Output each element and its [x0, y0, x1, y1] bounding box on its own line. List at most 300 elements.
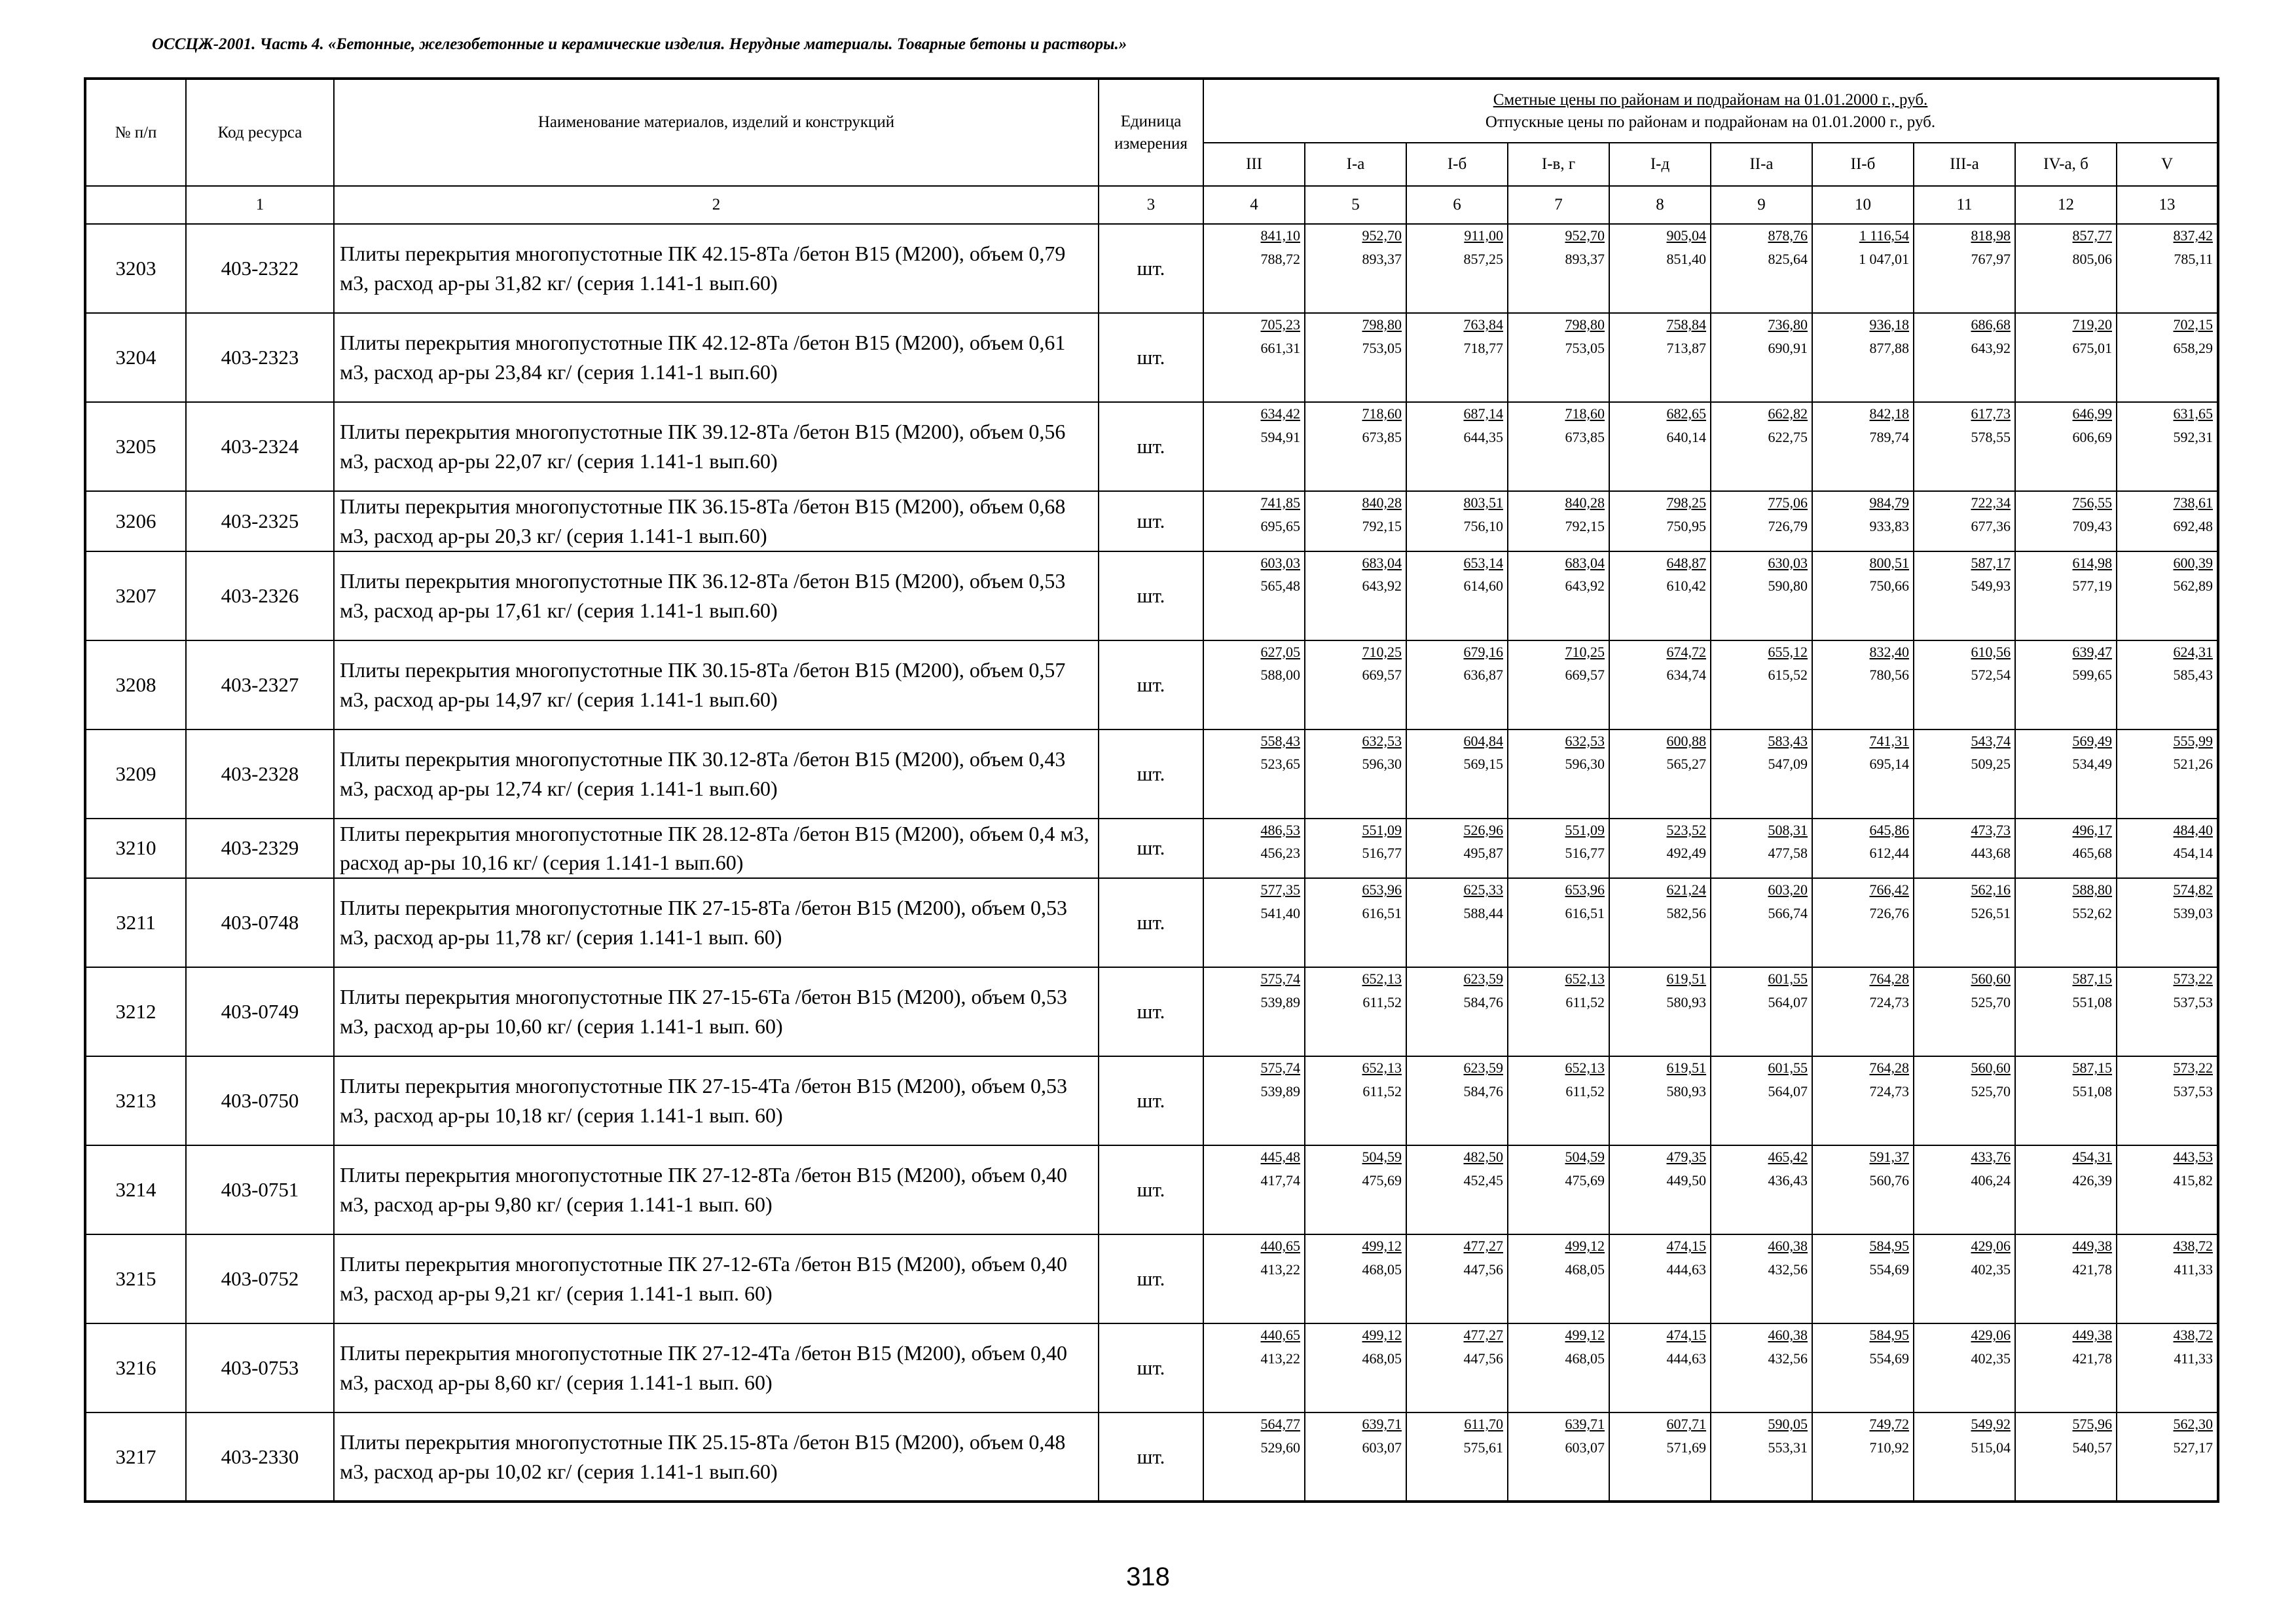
release-price: 572,54 [1971, 667, 2011, 684]
release-price: 695,14 [1869, 756, 1909, 773]
release-price: 788,72 [1260, 250, 1300, 267]
price-cell [2015, 729, 2117, 819]
estimated-price: 631,65 [2173, 405, 2214, 422]
release-price: 756,10 [1463, 517, 1503, 534]
price-cell [1406, 551, 1508, 640]
estimated-price: 477,27 [1463, 1238, 1503, 1255]
unit-of-measure: шт. [1099, 1234, 1203, 1323]
release-price: 603,07 [1362, 1439, 1402, 1456]
price-cell [1711, 1145, 1812, 1234]
price-cell [2117, 1323, 2218, 1412]
price-cell [1508, 402, 1609, 491]
release-price: 475,69 [1362, 1172, 1402, 1189]
price-cell [2117, 313, 2218, 402]
estimated-price: 603,20 [1768, 881, 1808, 898]
estimated-price: 718,60 [1565, 405, 1605, 422]
estimated-price: 499,12 [1565, 1327, 1605, 1344]
unit-of-measure: шт. [1099, 1056, 1203, 1145]
release-price: 592,31 [2173, 428, 2214, 445]
price-cell [1609, 224, 1711, 313]
resource-code: 403-2327 [186, 640, 334, 729]
price-cell [1914, 1412, 2015, 1502]
table-row [85, 1145, 2218, 1234]
price-cell [1812, 819, 1914, 879]
price-cell [1812, 1234, 1914, 1323]
price-cell [1406, 640, 1508, 729]
release-price: 539,89 [1260, 1082, 1300, 1099]
price-cell [2117, 640, 2218, 729]
release-price: 447,56 [1463, 1261, 1503, 1278]
region-header: I-д [1609, 143, 1711, 186]
price-cell [1609, 1323, 1711, 1412]
header-name: Наименование материалов, изделий и конструкций [334, 79, 1099, 186]
estimated-price: 575,74 [1260, 1060, 1300, 1077]
region-header: I-б [1406, 143, 1508, 186]
release-price: 421,78 [2072, 1350, 2112, 1367]
estimated-price: 630,03 [1768, 554, 1808, 571]
release-price: 565,48 [1260, 578, 1300, 595]
column-number-blank [85, 186, 186, 224]
release-price: 634,74 [1666, 667, 1706, 684]
release-price: 724,73 [1869, 1082, 1909, 1099]
estimated-price: 710,25 [1565, 643, 1605, 660]
estimated-price: 440,65 [1260, 1327, 1300, 1344]
estimated-price: 473,73 [1971, 821, 2011, 838]
release-price: 426,39 [2072, 1172, 2112, 1189]
estimated-price: 736,80 [1768, 316, 1808, 333]
price-cell [1305, 491, 1406, 551]
price-cell [1914, 313, 2015, 402]
price-cell [2117, 1234, 2218, 1323]
estimated-price: 551,09 [1565, 821, 1605, 838]
price-cell [2117, 491, 2218, 551]
price-cell [1914, 1056, 2015, 1145]
price-cell [1203, 967, 1305, 1056]
price-cell [2117, 224, 2218, 313]
column-number: 11 [1914, 186, 2015, 224]
price-cell [1812, 224, 1914, 313]
unit-of-measure: шт. [1099, 729, 1203, 819]
release-price: 606,69 [2072, 428, 2112, 445]
price-cell [1914, 1323, 2015, 1412]
price-cell [1406, 1412, 1508, 1502]
row-number: 3214 [85, 1145, 186, 1234]
release-price: 785,11 [2174, 250, 2214, 267]
estimated-price: 526,96 [1463, 821, 1503, 838]
region-header: II-б [1812, 143, 1914, 186]
release-price: 580,93 [1666, 1082, 1706, 1099]
price-cell [1812, 729, 1914, 819]
price-cell [2015, 1145, 2117, 1234]
release-price: 436,43 [1768, 1172, 1808, 1189]
release-price: 554,69 [1869, 1261, 1909, 1278]
estimated-price: 445,48 [1260, 1149, 1300, 1166]
price-cell [1914, 224, 2015, 313]
material-name: Плиты перекрытия многопустотные ПК 30.15-8Та /бетон В15 (М200), объем 0,57 м3, расход ар-ры 14,97 кг/ (серия 1.141-1 вып.60) [334, 640, 1099, 729]
estimated-price: 523,52 [1666, 821, 1706, 838]
release-price: 551,08 [2072, 1082, 2112, 1099]
estimated-price: 857,77 [2072, 227, 2112, 244]
table-row [85, 1056, 2218, 1145]
row-number: 3206 [85, 491, 186, 551]
estimated-price: 429,06 [1971, 1327, 2011, 1344]
estimated-price: 623,59 [1463, 1060, 1503, 1077]
release-price: 675,01 [2072, 339, 2112, 356]
price-cell [1305, 1234, 1406, 1323]
release-price: 713,87 [1666, 339, 1706, 356]
price-cell [1305, 551, 1406, 640]
release-price: 661,31 [1260, 339, 1300, 356]
release-price: 566,74 [1768, 904, 1808, 921]
estimated-price: 460,38 [1768, 1238, 1808, 1255]
price-cell [1812, 640, 1914, 729]
column-number: 4 [1203, 186, 1305, 224]
release-price: 413,22 [1260, 1261, 1300, 1278]
release-price: 611,52 [1565, 993, 1605, 1010]
price-cell [2015, 1056, 2117, 1145]
release-price: 575,61 [1463, 1439, 1503, 1456]
estimated-price: 575,96 [2072, 1416, 2112, 1433]
price-cell [1508, 313, 1609, 402]
price-cell [1508, 491, 1609, 551]
price-cell [2117, 1412, 2218, 1502]
estimated-price: 474,15 [1666, 1327, 1706, 1344]
region-header: II-а [1711, 143, 1812, 186]
region-header: III-а [1914, 143, 2015, 186]
price-cell [1203, 1056, 1305, 1145]
page-number: 318 [1126, 1562, 1170, 1591]
region-header: V [2117, 143, 2218, 186]
price-cell [1406, 491, 1508, 551]
release-price: 554,69 [1869, 1350, 1909, 1367]
release-price: 690,91 [1768, 339, 1808, 356]
release-price: 527,17 [2173, 1439, 2214, 1456]
estimated-price: 741,31 [1869, 732, 1909, 749]
price-cell [1914, 1234, 2015, 1323]
price-cell [2117, 1056, 2218, 1145]
price-cell [1203, 1412, 1305, 1502]
estimated-price: 905,04 [1666, 227, 1706, 244]
release-price: 523,65 [1260, 756, 1300, 773]
estimated-price: 560,60 [1971, 1060, 2011, 1077]
price-cell [1711, 491, 1812, 551]
price-cell [1914, 402, 2015, 491]
row-number: 3215 [85, 1234, 186, 1323]
estimated-price: 758,84 [1666, 316, 1706, 333]
price-cell [2015, 224, 2117, 313]
release-price: 516,77 [1565, 845, 1605, 862]
estimated-price: 984,79 [1869, 494, 1909, 511]
release-price: 564,07 [1768, 1082, 1808, 1099]
release-price: 534,49 [2072, 756, 2112, 773]
estimated-price: 573,22 [2173, 970, 2214, 987]
price-cell [1812, 967, 1914, 1056]
row-number: 3212 [85, 967, 186, 1056]
estimated-price: 584,95 [1869, 1238, 1909, 1255]
table-row [85, 819, 2218, 879]
release-price: 893,37 [1565, 250, 1605, 267]
estimated-price: 756,55 [2072, 494, 2112, 511]
release-price: 805,06 [2072, 250, 2112, 267]
release-price: 584,76 [1463, 1082, 1503, 1099]
release-price: 525,70 [1971, 993, 2011, 1010]
row-number: 3204 [85, 313, 186, 402]
price-cell [1609, 1234, 1711, 1323]
price-cell [2015, 819, 2117, 879]
estimated-price: 564,77 [1260, 1416, 1300, 1433]
price-cell [2015, 1323, 2117, 1412]
price-cell [1812, 1412, 1914, 1502]
price-cell [2015, 491, 2117, 551]
estimated-price: 440,65 [1260, 1238, 1300, 1255]
release-price: 644,35 [1463, 428, 1503, 445]
price-cell [1711, 551, 1812, 640]
estimated-price: 460,38 [1768, 1327, 1808, 1344]
column-number: 12 [2015, 186, 2117, 224]
unit-of-measure: шт. [1099, 819, 1203, 879]
price-cell [1711, 967, 1812, 1056]
material-name: Плиты перекрытия многопустотные ПК 27-12-4Та /бетон В15 (М200), объем 0,40 м3, расход ар-ры 8,60 кг/ (серия 1.141-1 вып. 60) [334, 1323, 1099, 1412]
release-price: 553,31 [1768, 1439, 1808, 1456]
material-name: Плиты перекрытия многопустотные ПК 27-12-8Та /бетон В15 (М200), объем 0,40 м3, расход ар-ры 9,80 кг/ (серия 1.141-1 вып. 60) [334, 1145, 1099, 1234]
release-price: 792,15 [1362, 517, 1402, 534]
price-cell [1406, 819, 1508, 879]
release-price: 857,25 [1463, 250, 1503, 267]
estimated-price: 634,42 [1260, 405, 1300, 422]
unit-of-measure: шт. [1099, 878, 1203, 967]
estimated-price: 591,37 [1869, 1149, 1909, 1166]
price-cell [1711, 729, 1812, 819]
release-price: 492,49 [1666, 845, 1706, 862]
estimated-price: 749,72 [1869, 1416, 1909, 1433]
estimated-price: 764,28 [1869, 970, 1909, 987]
release-price: 596,30 [1565, 756, 1605, 773]
estimated-price: 508,31 [1768, 821, 1808, 838]
estimated-price: 611,70 [1464, 1416, 1503, 1433]
release-price: 577,19 [2072, 578, 2112, 595]
price-cell [1305, 729, 1406, 819]
price-cell [2015, 402, 2117, 491]
price-cell [2015, 551, 2117, 640]
price-cell [2015, 1234, 2117, 1323]
estimated-price: 705,23 [1260, 316, 1300, 333]
price-cell [1812, 313, 1914, 402]
release-price: 454,14 [2173, 845, 2214, 862]
estimated-price: 719,20 [2072, 316, 2112, 333]
material-name: Плиты перекрытия многопустотные ПК 27-12-6Та /бетон В15 (М200), объем 0,40 м3, расход ар-ры 9,21 кг/ (серия 1.141-1 вып. 60) [334, 1234, 1099, 1323]
price-cell [1305, 1412, 1406, 1502]
estimated-price: 604,84 [1463, 732, 1503, 749]
resource-code: 403-0749 [186, 967, 334, 1056]
release-price: 569,15 [1463, 756, 1503, 773]
estimated-price: 601,55 [1768, 970, 1808, 987]
estimated-price: 575,74 [1260, 970, 1300, 987]
price-cell [1305, 967, 1406, 1056]
row-number: 3216 [85, 1323, 186, 1412]
estimated-price: 614,98 [2072, 554, 2112, 571]
estimated-price: 562,30 [2173, 1416, 2214, 1433]
price-cell [1609, 640, 1711, 729]
material-name: Плиты перекрытия многопустотные ПК 27-15-4Та /бетон В15 (М200), объем 0,53 м3, расход ар-ры 10,18 кг/ (серия 1.141-1 вып. 60) [334, 1056, 1099, 1145]
estimated-price: 952,70 [1565, 227, 1605, 244]
price-cell [1305, 224, 1406, 313]
table-row [85, 640, 2218, 729]
release-price: 669,57 [1565, 667, 1605, 684]
release-price: 539,89 [1260, 993, 1300, 1010]
estimated-price: 499,12 [1362, 1238, 1402, 1255]
estimated-price: 486,53 [1260, 821, 1300, 838]
price-cell [2015, 967, 2117, 1056]
estimated-price: 474,15 [1666, 1238, 1706, 1255]
estimated-price: 683,04 [1362, 554, 1402, 571]
price-cell [1406, 878, 1508, 967]
estimated-price: 653,14 [1463, 554, 1503, 571]
release-price: 468,05 [1362, 1261, 1402, 1278]
release-price: 643,92 [1362, 578, 1402, 595]
estimated-price: 558,43 [1260, 732, 1300, 749]
release-price: 673,85 [1565, 428, 1605, 445]
release-price: 825,64 [1768, 250, 1808, 267]
price-cell [2117, 729, 2218, 819]
price-cell [1711, 402, 1812, 491]
unit-of-measure: шт. [1099, 224, 1203, 313]
estimated-price: 433,76 [1971, 1149, 2011, 1166]
estimated-price: 601,55 [1768, 1060, 1808, 1077]
release-price: 475,69 [1565, 1172, 1605, 1189]
estimated-price: 653,96 [1362, 881, 1402, 898]
column-number-row [85, 186, 2218, 224]
material-name: Плиты перекрытия многопустотные ПК 27-15-8Та /бетон В15 (М200), объем 0,53 м3, расход ар-ры 11,78 кг/ (серия 1.141-1 вып. 60) [334, 878, 1099, 967]
price-cell [1914, 967, 2015, 1056]
price-cell [1812, 491, 1914, 551]
estimated-price: 583,43 [1768, 732, 1808, 749]
estimated-price: 679,16 [1463, 643, 1503, 660]
price-cell [2015, 640, 2117, 729]
estimated-price: 504,59 [1362, 1149, 1402, 1166]
table-body [85, 224, 2218, 1502]
release-price: 792,15 [1565, 517, 1605, 534]
material-name: Плиты перекрытия многопустотные ПК 25.15-8Та /бетон В15 (М200), объем 0,48 м3, расход ар-ры 10,02 кг/ (серия 1.141-1 вып.60) [334, 1412, 1099, 1502]
material-name: Плиты перекрытия многопустотные ПК 28.12-8Та /бетон В15 (М200), объем 0,4 м3, расход ар-ры 10,16 кг/ (серия 1.141-1 вып.60) [334, 819, 1099, 879]
row-number: 3213 [85, 1056, 186, 1145]
estimated-price: 587,17 [1971, 554, 2011, 571]
price-cell [1508, 729, 1609, 819]
estimated-price: 587,15 [2072, 970, 2112, 987]
unit-of-measure: шт. [1099, 491, 1203, 551]
price-cell [1406, 402, 1508, 491]
estimated-price: 841,10 [1260, 227, 1300, 244]
price-cell [1711, 878, 1812, 967]
column-number: 7 [1508, 186, 1609, 224]
estimated-price: 443,53 [2173, 1149, 2214, 1166]
estimated-price: 574,82 [2173, 881, 2214, 898]
estimated-price: 655,12 [1768, 643, 1808, 660]
estimated-price: 652,13 [1362, 1060, 1402, 1077]
estimated-price: 479,35 [1666, 1149, 1706, 1166]
release-price: 449,50 [1666, 1172, 1706, 1189]
price-cell [1203, 1323, 1305, 1412]
estimated-price: 499,12 [1565, 1238, 1605, 1255]
estimated-price: 639,71 [1565, 1416, 1605, 1433]
estimated-price: 484,40 [2173, 821, 2214, 838]
price-cell [2117, 551, 2218, 640]
resource-code: 403-0752 [186, 1234, 334, 1323]
price-cell [1203, 313, 1305, 402]
release-price: 525,70 [1971, 1082, 2011, 1099]
estimated-price: 878,76 [1768, 227, 1808, 244]
release-price: 780,56 [1869, 667, 1909, 684]
price-cell [1914, 819, 2015, 879]
release-price: 588,44 [1463, 904, 1503, 921]
estimated-price: 449,38 [2072, 1238, 2112, 1255]
estimated-price: 619,51 [1666, 970, 1706, 987]
release-price: 611,52 [1362, 1082, 1402, 1099]
release-price: 565,27 [1666, 756, 1706, 773]
estimated-price: 587,15 [2072, 1060, 2112, 1077]
resource-code: 403-2329 [186, 819, 334, 879]
column-number: 6 [1406, 186, 1508, 224]
resource-code: 403-2326 [186, 551, 334, 640]
price-cell [1711, 224, 1812, 313]
release-price: 614,60 [1463, 578, 1503, 595]
estimated-price: 775,06 [1768, 494, 1808, 511]
estimated-price: 645,86 [1869, 821, 1909, 838]
estimated-price: 741,85 [1260, 494, 1300, 511]
release-price: 750,95 [1666, 517, 1706, 534]
release-price: 526,51 [1971, 904, 2011, 921]
price-cell [1406, 224, 1508, 313]
release-price: 417,74 [1260, 1172, 1300, 1189]
estimated-price: 764,28 [1869, 1060, 1909, 1077]
release-price: 710,92 [1869, 1439, 1909, 1456]
estimated-price: 560,60 [1971, 970, 2011, 987]
unit-of-measure: шт. [1099, 967, 1203, 1056]
release-price: 1 047,01 [1859, 250, 1909, 267]
release-price: 767,97 [1971, 250, 2011, 267]
price-cell [1609, 819, 1711, 879]
table-row [85, 967, 2218, 1056]
estimated-price: 584,95 [1869, 1327, 1909, 1344]
estimated-price: 832,40 [1869, 643, 1909, 660]
release-price: 415,82 [2173, 1172, 2214, 1189]
estimated-price: 682,65 [1666, 405, 1706, 422]
release-price: 432,56 [1768, 1261, 1808, 1278]
column-number: 1 [186, 186, 334, 224]
price-cell [1305, 640, 1406, 729]
release-price: 560,76 [1869, 1172, 1909, 1189]
release-price: 411,33 [2174, 1350, 2214, 1367]
release-price: 539,03 [2173, 904, 2214, 921]
estimated-price: 610,56 [1971, 643, 2011, 660]
release-price: 585,43 [2173, 667, 2214, 684]
estimated-price: 1 116,54 [1859, 227, 1909, 244]
price-cell [1203, 551, 1305, 640]
price-cell [1609, 729, 1711, 819]
release-price: 411,33 [2174, 1261, 2214, 1278]
table-row [85, 224, 2218, 313]
price-cell [1711, 640, 1812, 729]
release-price: 547,09 [1768, 756, 1808, 773]
release-price: 753,05 [1565, 339, 1605, 356]
table-row [85, 402, 2218, 491]
release-price: 596,30 [1362, 756, 1402, 773]
release-price: 552,62 [2072, 904, 2112, 921]
region-header: I-в, г [1508, 143, 1609, 186]
price-cell [1508, 1412, 1609, 1502]
unit-of-measure: шт. [1099, 402, 1203, 491]
estimated-price: 465,42 [1768, 1149, 1808, 1166]
release-price: 468,05 [1565, 1261, 1605, 1278]
